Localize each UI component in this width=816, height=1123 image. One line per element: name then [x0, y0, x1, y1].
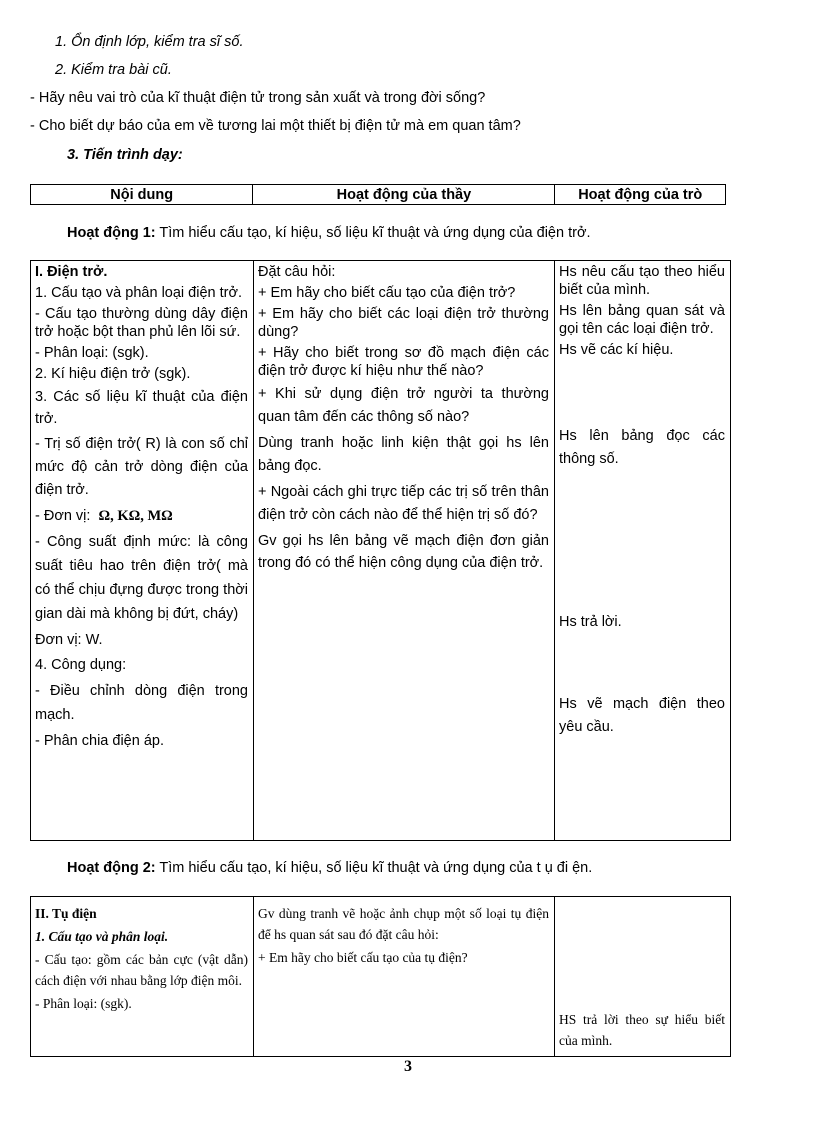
content-line: - Cấu tạo: gồm các bản cực (vật dẫn) cách điện với nhau bằng lớp điện môi.	[35, 952, 248, 988]
activity-2-label: Hoạt động 2:	[67, 860, 156, 876]
unit-symbols: Ω, KΩ, MΩ	[98, 508, 173, 524]
content-line: - Phân loại: (sgk).	[35, 345, 149, 361]
student-line: Hs vẽ các kí hiệu.	[559, 342, 674, 358]
teacher-line: Đặt câu hỏi:	[258, 264, 336, 280]
header-teacher: Hoạt động của thầy	[253, 185, 555, 204]
unit-line	[35, 505, 248, 527]
student-line: Hs trả lời.	[559, 614, 622, 630]
teacher-line: + Em hãy cho biết các loại điện trở thường dùng?	[258, 306, 549, 340]
content-column	[31, 261, 254, 840]
content-column	[31, 897, 254, 1056]
activity-1-label: Hoạt động 1:	[67, 225, 156, 241]
student-line: Hs vẽ mạch điện theo yêu cầu.	[559, 696, 725, 735]
content-line: - Điều chỉnh dòng điện trong mạch.	[35, 683, 248, 723]
content-line: - Đơn vị:	[35, 508, 91, 524]
student-line: Hs nêu cấu tạo theo hiểu biết của mình.	[559, 264, 725, 298]
activity-2-table	[30, 896, 731, 1057]
content-line: - Phân loại: (sgk).	[35, 996, 132, 1011]
student-line: Hs lên bảng đọc các thông số.	[559, 428, 725, 467]
student-line: HS trả lời theo sự hiểu biết của mình.	[559, 1012, 725, 1048]
content-line: I. Điện trở.	[35, 264, 108, 280]
activity-1-heading	[67, 224, 590, 242]
column-header-table	[30, 184, 726, 205]
list-item-1: 1. Ổn định lớp, kiểm tra sĩ số.	[55, 34, 244, 50]
content-line: - Phân chia điện áp.	[35, 733, 164, 749]
content-line: 1. Cấu tạo và phân loại.	[35, 929, 169, 944]
student-column	[555, 897, 730, 1056]
teacher-line: Gv gọi hs lên bảng vẽ mạch điện đơn giản trong đó có thể hiện công dụng của điện trở.	[258, 533, 549, 571]
activity-2-heading	[67, 859, 592, 877]
teacher-line: + Em hãy cho biết cấu tạo của điện trở?	[258, 285, 516, 301]
student-line: Hs lên bảng quan sát và gọi tên các loại điện trở.	[559, 303, 725, 337]
student-column	[555, 261, 730, 840]
content-line: 3. Các số liệu kĩ thuật của điện trở.	[35, 389, 248, 427]
content-line: - Trị số điện trở( R) là con số chỉ mức độ cản trở dòng điện của điện trở.	[35, 436, 248, 498]
content-line: II. Tụ điện	[35, 906, 97, 921]
content-line: - Cấu tạo thường dùng dây điện trở hoặc bột than phủ lên lõi sứ.	[35, 306, 248, 340]
header-content: Nội dung	[31, 185, 253, 204]
question-1: - Hãy nêu vai trò của kĩ thuật điện tử trong sản xuất và trong đời sống?	[30, 90, 486, 106]
content-line: Đơn vị: W.	[35, 632, 103, 648]
teacher-line: + Ngoài cách ghi trực tiếp các trị số trên thân điện trở còn cách nào để thể hiện trị số đó?	[258, 484, 549, 523]
page-number: 3	[404, 1058, 412, 1075]
teacher-line: Dùng tranh hoặc linh kiện thật gọi hs lên bảng đọc.	[258, 435, 549, 474]
activity-1-text: Tìm hiểu cấu tạo, kí hiệu, số liệu kĩ thuật và ứng dụng của điện trở.	[155, 225, 591, 241]
header-student: Hoạt động của trò	[578, 186, 703, 203]
teacher-line: + Em hãy cho biết cấu tạo của tụ điện?	[258, 950, 468, 965]
teacher-line: + Hãy cho biết trong sơ đồ mạch điện các điện trở được kí hiệu như thế nào?	[258, 345, 549, 379]
list-item-2: 2. Kiểm tra bài cũ.	[55, 62, 172, 78]
content-line: - Công suất định mức: là công suất tiêu hao trên điện trở( mà có thể chịu đựng được trong thời gian dài mà không bị đứt, cháy)	[35, 534, 248, 622]
content-line: 1. Cấu tạo và phân loại điện trở.	[35, 285, 243, 301]
teacher-column	[254, 897, 555, 1056]
content-line: 2. Kí hiệu điện trở (sgk).	[35, 366, 191, 382]
question-2: - Cho biết dự báo của em về tương lai một thiết bị điện tử mà em quan tâm?	[30, 118, 521, 134]
teacher-line: + Khi sử dụng điện trở người ta thường quan tâm đến các thông số nào?	[258, 386, 549, 425]
teacher-column	[254, 261, 555, 840]
section-heading-3: 3. Tiến trình dạy:	[67, 147, 183, 163]
activity-1-table	[30, 260, 731, 841]
activity-2-text: Tìm hiểu cấu tạo, kí hiệu, số liệu kĩ thuật và ứng dụng của t ụ đi ện.	[155, 860, 593, 876]
content-line: 4. Công dụng:	[35, 657, 127, 673]
teacher-line: Gv dùng tranh vẽ hoặc ảnh chụp một số loại tụ điện để hs quan sát sau đó đặt câu hỏi:	[258, 906, 549, 942]
